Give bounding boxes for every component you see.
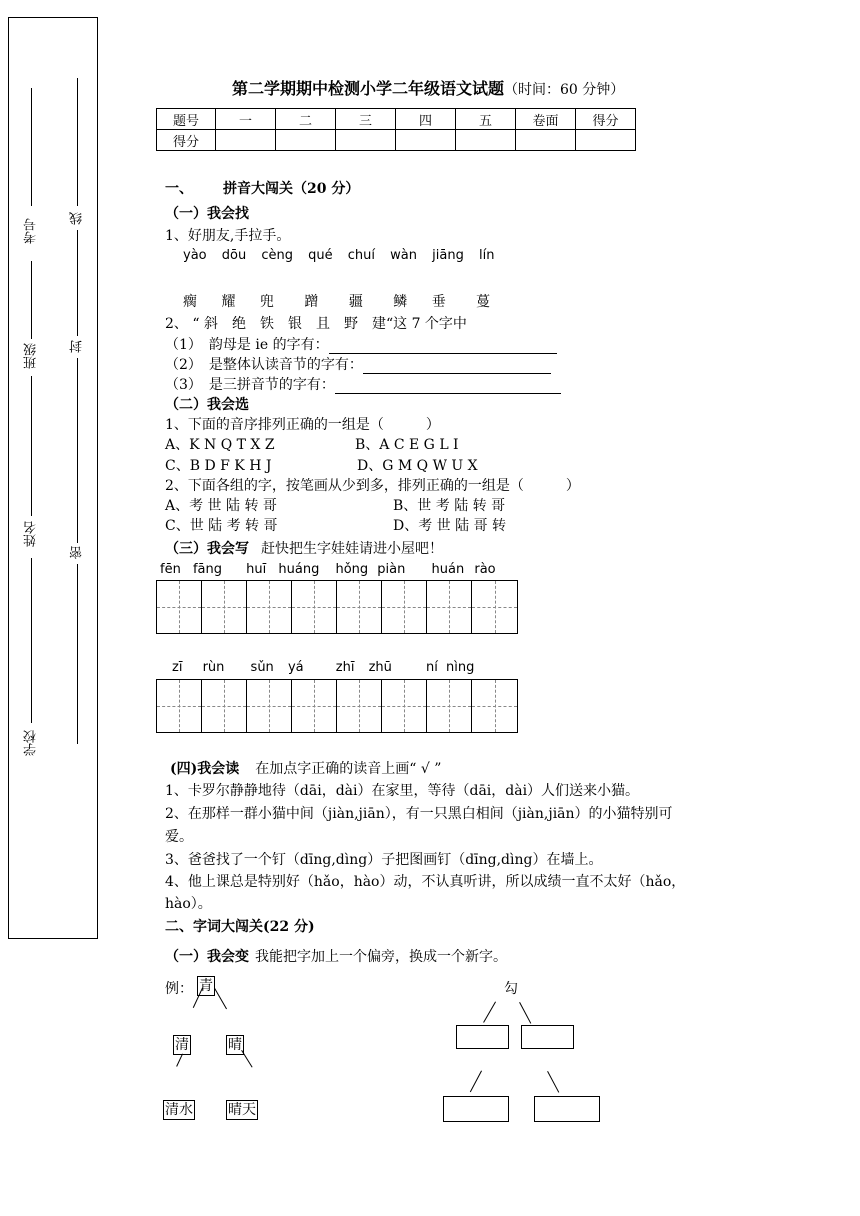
branch-line	[547, 1071, 559, 1093]
writing-cell[interactable]	[337, 581, 382, 633]
option-a[interactable]: A、K N Q T X Z	[165, 437, 275, 453]
sidebar-school-label: 学校	[24, 730, 39, 756]
writing-cell[interactable]	[382, 581, 427, 633]
sidebar-feng-label: 封	[70, 340, 85, 353]
sub-question	[165, 334, 557, 354]
writing-cell[interactable]	[472, 680, 517, 732]
pinyin: cèng	[261, 248, 293, 263]
pinyin: zhū	[368, 660, 392, 675]
branch-line	[214, 988, 227, 1009]
writing-cell[interactable]	[382, 680, 427, 732]
reading-line: 1、卡罗尔静静地待（dāi，dài）在家里，等待（dāi，dài）人们送来小猫。	[165, 783, 640, 799]
char: 清	[175, 1037, 189, 1053]
pinyin: huī	[246, 562, 267, 577]
answer-box[interactable]	[521, 1025, 574, 1049]
char: 青	[199, 978, 213, 994]
answer-blank[interactable]	[363, 359, 551, 374]
sidebar-class-label: 班级	[24, 343, 39, 369]
sidebar-line	[31, 376, 32, 516]
answer-box[interactable]	[443, 1096, 509, 1122]
writing-cell[interactable]	[427, 581, 472, 633]
sidebar-line	[77, 564, 78, 744]
pinyin: zhī	[335, 660, 355, 675]
writing-cell[interactable]	[157, 680, 202, 732]
question-text: 1、下面的音序排列正确的一组是（ ）	[165, 417, 440, 433]
table-cell: 二	[276, 109, 336, 130]
score-input-cell[interactable]	[576, 130, 636, 151]
writing-cell[interactable]	[472, 581, 517, 633]
pinyin: nìng	[446, 660, 475, 675]
writing-cell[interactable]	[247, 581, 292, 633]
table-cell: 四	[396, 109, 456, 130]
reading-line: 3、爸爸找了一个钉（dīng,dìng）子把图画钉（dīng,dìng）在墙上。	[165, 852, 603, 868]
branch-line	[241, 1050, 252, 1067]
time-limit: （时间：60 分钟）	[504, 82, 625, 98]
pinyin-row	[183, 248, 494, 263]
option-b[interactable]: B、A C E G L I	[355, 437, 459, 453]
part-instruction: 我能把字加上一个偏旁，换成一个新字。	[255, 949, 507, 965]
pinyin: yá	[287, 660, 304, 675]
sidebar-line	[31, 88, 32, 206]
part-title: (四)我会读	[170, 761, 240, 777]
writing-cell[interactable]	[427, 680, 472, 732]
answer-box[interactable]	[534, 1096, 600, 1122]
sub-question	[165, 374, 561, 394]
character: 瘸	[183, 294, 197, 310]
writing-cell[interactable]	[247, 680, 292, 732]
example-label: 例：	[165, 981, 193, 997]
sidebar-line	[77, 230, 78, 336]
option-d[interactable]: D、G M Q W U X	[357, 458, 478, 474]
table-cell: 得分	[157, 130, 216, 151]
option-a[interactable]: A、考 世 陆 转 哥	[165, 498, 277, 514]
word: 清水	[165, 1102, 193, 1118]
sidebar-line	[77, 78, 78, 206]
reading-line: 4、他上课总是特别好（hǎo，hào）动，不认真听讲，所以成绩一直不太好（hǎo，	[165, 874, 686, 890]
branch-line	[519, 1002, 531, 1024]
sidebar-line	[77, 358, 78, 543]
section-2-heading: 二、字词大闯关(22 分)	[165, 919, 315, 935]
reading-line: 2、在那样一群小猫中间（jiàn,jiān），有一只黑白相间（jiàn,jiān）的小猫特别可	[165, 806, 673, 822]
char: 晴	[228, 1037, 242, 1053]
part-instruction: 在加点字正确的读音上画“ √ ”	[255, 761, 442, 777]
part-4-heading	[170, 758, 441, 778]
pinyin: yào	[183, 248, 207, 263]
pinyin: hǒng	[335, 562, 369, 577]
character: 兜	[259, 294, 274, 310]
section-title: 拼音大闯关（20 分）	[223, 181, 360, 197]
reading-line: 爱。	[165, 829, 193, 845]
task-root-char: 勾	[504, 981, 518, 997]
score-input-cell[interactable]	[216, 130, 276, 151]
pinyin: qué	[308, 248, 333, 263]
character-row	[183, 291, 490, 311]
part-heading	[165, 946, 507, 966]
pinyin: zī	[172, 660, 183, 675]
pinyin: jiāng	[432, 248, 464, 263]
part-2-heading: （二）我会选	[165, 397, 249, 413]
character: 蹭	[304, 294, 319, 310]
table-cell: 五	[456, 109, 516, 130]
part-3-heading	[165, 538, 443, 558]
pinyin: wàn	[390, 248, 418, 263]
writing-cell[interactable]	[202, 581, 247, 633]
sidebar-line	[31, 261, 32, 339]
word: 晴天	[228, 1102, 256, 1118]
score-input-cell[interactable]	[336, 130, 396, 151]
sub-question	[165, 354, 551, 374]
pinyin: fāng	[192, 562, 223, 577]
score-input-cell[interactable]	[516, 130, 576, 151]
pinyin: ní	[426, 660, 438, 675]
pinyin: rào	[474, 562, 496, 577]
writing-grid-row-2	[156, 679, 518, 733]
table-row	[157, 109, 636, 130]
sidebar-mi-label: 密	[70, 546, 85, 559]
character: 耀	[221, 294, 236, 310]
sidebar-line	[31, 558, 32, 723]
score-table	[156, 108, 636, 151]
reading-line: hào）。	[165, 896, 212, 912]
option-d[interactable]: D、考 世 陆 哥 转	[393, 518, 507, 534]
part-title: （一）我会变	[165, 949, 249, 965]
pinyin: huáng	[278, 562, 320, 577]
answer-blank[interactable]	[329, 339, 557, 354]
table-row	[157, 130, 636, 151]
example-word	[226, 1100, 258, 1120]
pinyin: rùn	[202, 660, 225, 675]
table-cell: 一	[216, 109, 276, 130]
sub-question-text: （2） 是整体认读音节的字有：	[165, 357, 363, 373]
answer-box[interactable]	[456, 1025, 509, 1049]
part-1-heading: （一）我会找	[165, 206, 249, 222]
title-text: 第二学期期中检测小学二年级语文试题	[232, 79, 505, 98]
question-text: 2、下面各组的字，按笔画从少到多，排列正确的一组是（ ）	[165, 478, 580, 494]
pinyin: dōu	[221, 248, 247, 263]
table-cell: 得分	[576, 109, 636, 130]
answer-blank[interactable]	[335, 379, 561, 394]
question-text: 2、 “ 斜 绝 铁 银 且 野 建“这 7 个字中	[165, 316, 467, 332]
character: 鳞	[393, 294, 408, 310]
part-instruction: 赶快把生字娃娃请进小屋吧！	[261, 541, 443, 557]
pinyin-row	[172, 660, 474, 675]
option-c[interactable]: C、B D F K H J	[165, 458, 272, 474]
option-b[interactable]: B、世 考 陆 转 哥	[393, 498, 506, 514]
derived-char	[173, 1035, 191, 1055]
table-cell: 三	[336, 109, 396, 130]
character: 疆	[348, 294, 363, 310]
sidebar-name-label: 姓名	[24, 521, 39, 547]
writing-cell[interactable]	[292, 680, 337, 732]
part-title: （三）我会写	[165, 541, 249, 557]
pinyin: huán	[431, 562, 465, 577]
section-1-heading	[165, 178, 359, 198]
writing-cell[interactable]	[157, 581, 202, 633]
pinyin: piàn	[377, 562, 406, 577]
pinyin: sǔn	[250, 660, 274, 675]
pinyin: chuí	[347, 248, 376, 263]
pinyin: fēn	[160, 562, 181, 577]
score-input-cell[interactable]	[276, 130, 336, 151]
table-cell: 题号	[157, 109, 216, 130]
writing-cell[interactable]	[292, 581, 337, 633]
character: 蔓	[476, 294, 491, 310]
writing-grid-row-1	[156, 580, 518, 634]
writing-cell[interactable]	[337, 680, 382, 732]
sub-question-text: （3） 是三拼音节的字有：	[165, 377, 335, 393]
sidebar-number-label: 考号	[24, 218, 39, 244]
question-text: 1、好朋友,手拉手。	[165, 228, 291, 244]
binding-sidebar	[8, 17, 98, 939]
example-word	[163, 1100, 195, 1120]
pinyin: lín	[478, 248, 495, 263]
score-input-cell[interactable]	[396, 130, 456, 151]
branch-line	[483, 1002, 496, 1023]
branch-line	[470, 1071, 482, 1093]
pinyin-row	[160, 562, 496, 577]
exam-title	[232, 76, 624, 99]
option-c[interactable]: C、世 陆 考 转 哥	[165, 518, 278, 534]
section-number: 一、	[165, 181, 193, 197]
writing-cell[interactable]	[202, 680, 247, 732]
sub-question-text: （1） 韵母是 ie 的字有：	[165, 337, 329, 353]
score-input-cell[interactable]	[456, 130, 516, 151]
character: 垂	[431, 294, 446, 310]
branch-line	[176, 1054, 183, 1067]
sidebar-xian-label: 线	[70, 212, 85, 225]
table-cell: 卷面	[516, 109, 576, 130]
